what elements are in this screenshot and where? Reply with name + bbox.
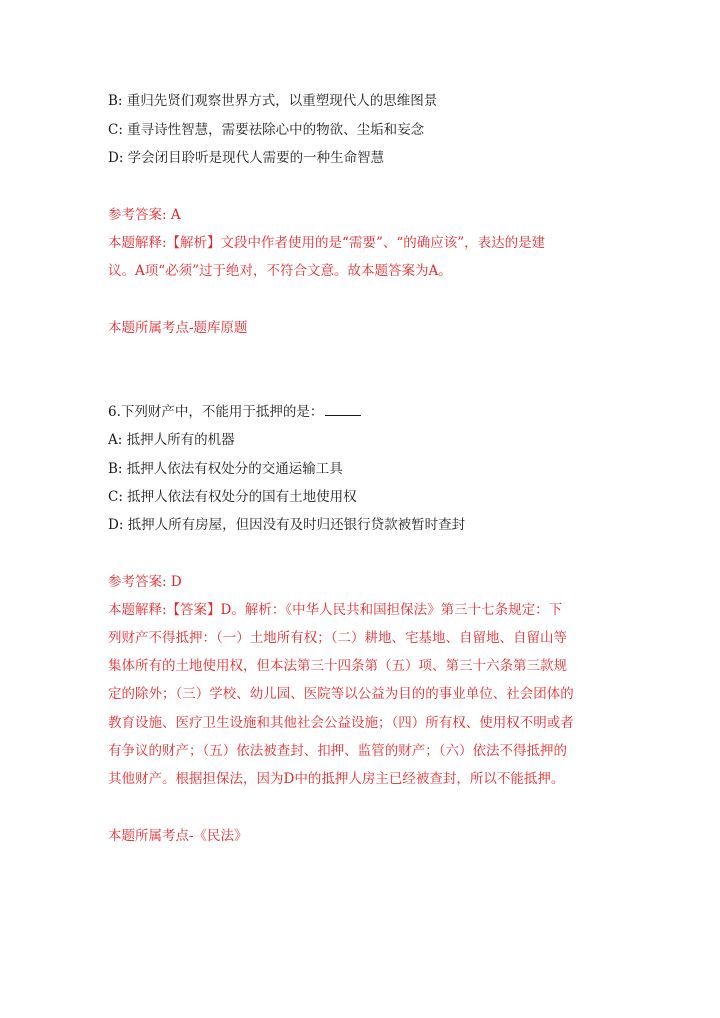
q6-category: 本题所属考点-《民法》 — [108, 828, 248, 844]
q6-question-text: 6.下列财产中，不能用于抵押的是： — [108, 404, 324, 420]
q6-explanation-line: 定的除外；（三）学校、幼儿园、医院等以公益为目的的事业单位、社会团体的 — [108, 686, 574, 702]
q5-option-d: D: 学会闭目聆听是现代人需要的一种生命智慧 — [108, 150, 385, 166]
q6-explanation-line: 列财产不得抵押：（一）土地所有权；（二）耕地、宅基地、自留地、自留山等 — [108, 630, 567, 646]
q6-explanation-line: 集体所有的土地使用权，但本法第三十四条第（五）项、第三十六条第三款规 — [108, 658, 567, 674]
q5-category: 本题所属考点-题库原题 — [108, 320, 248, 336]
q6-explanation-line: 教育设施、医疗卫生设施和其他社会公益设施；（四）所有权、使用权不明或者 — [108, 715, 574, 731]
q5-option-c: C: 重寻诗性智慧，需要祛除心中的物欲、尘垢和妄念 — [108, 122, 425, 138]
q6-answer: 参考答案: D — [108, 574, 182, 590]
q6-option-d: D: 抵押人所有房屋，但因没有及时归还银行贷款被暂时查封 — [108, 517, 466, 533]
q6-option-c: C: 抵押人依法有权处分的国有土地使用权 — [108, 489, 357, 505]
q5-explanation-line: 本题解释:【解析】文段中作者使用的是“需要”、“的确应该”，表达的是建 — [108, 235, 546, 251]
q5-explanation-line: 议。A项“必须”过于绝对，不符合文意。故本题答案为A。 — [108, 263, 452, 279]
answer-blank — [325, 403, 361, 416]
q6-option-a: A: 抵押人所有的机器 — [108, 432, 235, 448]
q5-option-b: B: 重归先贤们观察世界方式，以重塑现代人的思维图景 — [108, 93, 438, 109]
q5-answer: 参考答案: A — [108, 207, 181, 223]
q6-explanation-line: 有争议的财产；（五）依法被查封、扣押、监管的财产；（六）依法不得抵押的 — [108, 743, 567, 759]
q6-option-b: B: 抵押人依法有权处分的交通运输工具 — [108, 461, 343, 477]
q6-explanation-line: 其他财产。根据担保法，因为D中的抵押人房主已经被查封，所以不能抵押。 — [108, 771, 565, 787]
q6-question — [108, 402, 361, 422]
q6-explanation-line: 本题解释:【答案】D。解析：《中华人民共和国担保法》第三十七条规定：下 — [108, 602, 563, 618]
